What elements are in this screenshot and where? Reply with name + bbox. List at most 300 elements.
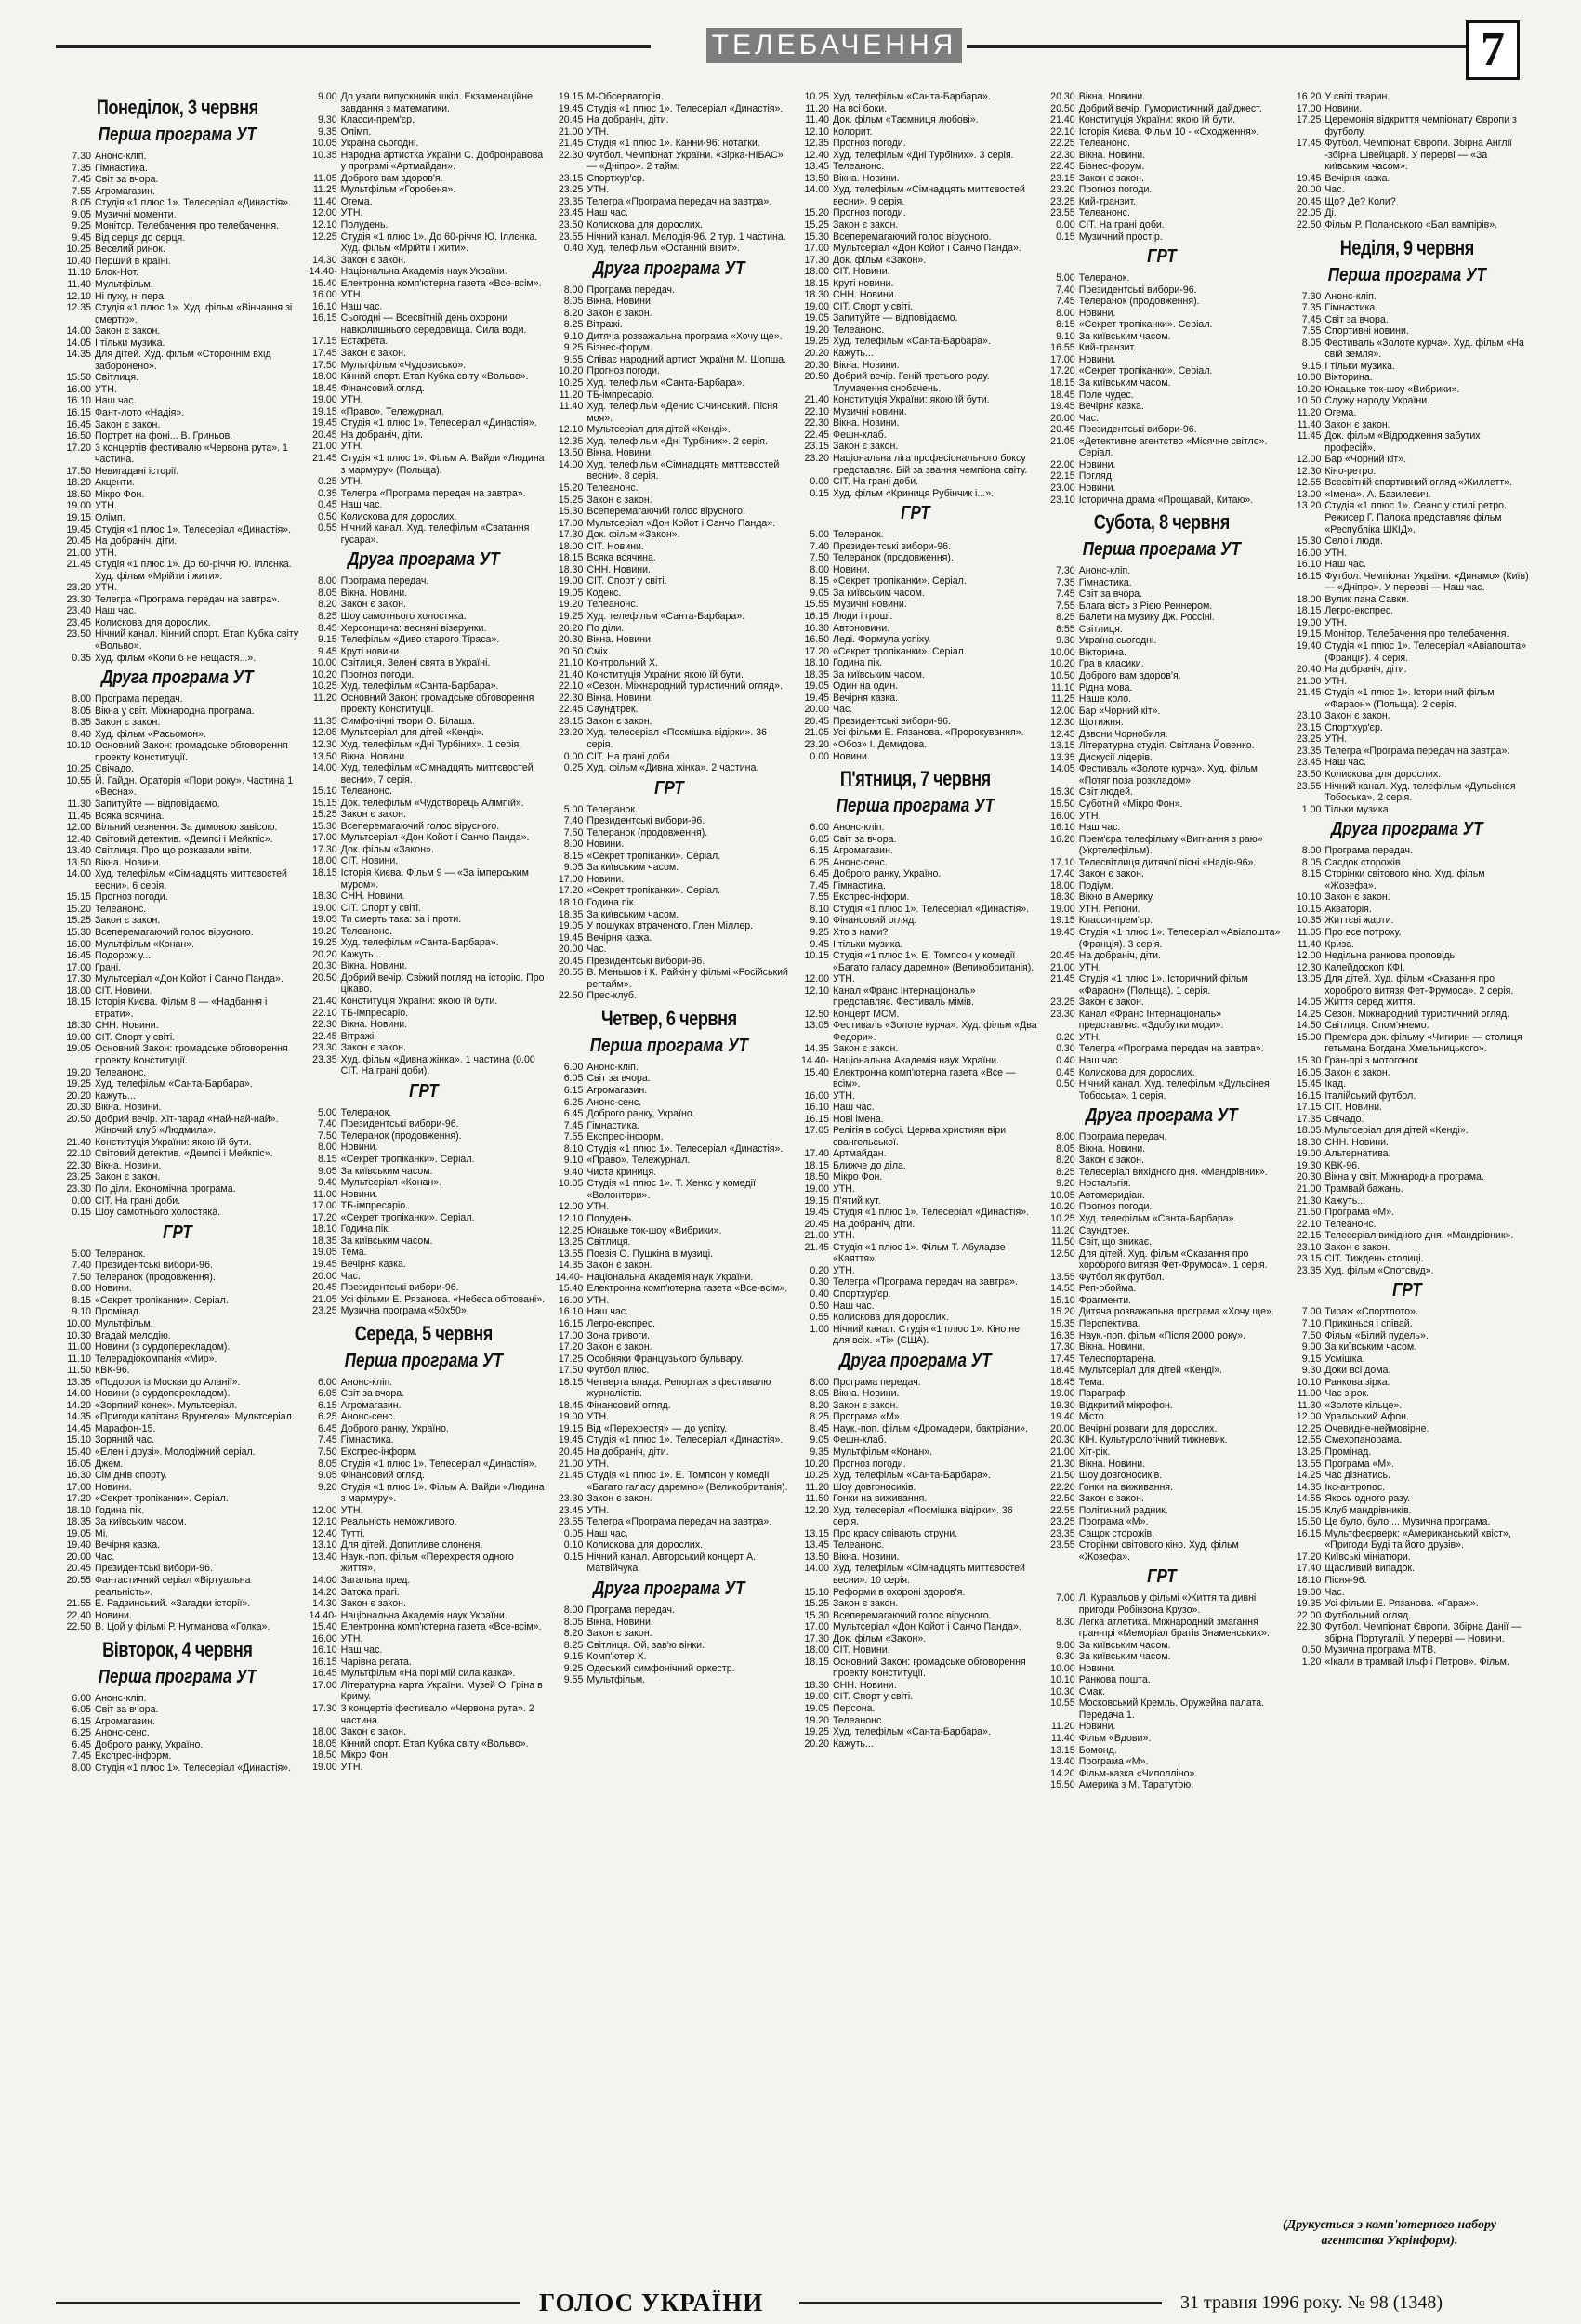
entry-title: Київські мініатюри. (1324, 1551, 1411, 1563)
entry-time: 20.00 (1296, 184, 1322, 196)
schedule-entry (794, 891, 1037, 904)
entry-time: 15.30 (1296, 1055, 1322, 1067)
entry-time: 22.50 (1296, 219, 1322, 231)
entry-time: 9.05 (810, 587, 830, 599)
entry-time: 6.05 (318, 1388, 337, 1400)
entry-time: 20.30 (1296, 1171, 1322, 1183)
entry-title: Закон є закон. (1324, 1241, 1390, 1253)
schedule-entry (302, 1703, 546, 1726)
entry-time: 17.20 (1296, 1551, 1322, 1563)
entry-title: Година пік. (95, 1504, 145, 1516)
schedule-entry (56, 1411, 299, 1423)
entry-time: 18.15 (66, 997, 91, 1009)
entry-title: На добраніч, діти. (95, 535, 178, 548)
schedule-entry (547, 990, 791, 1002)
entry-time: 0.55 (318, 522, 337, 535)
schedule-entry (56, 1248, 299, 1261)
entry-title: Сезон. Міжнародний туристичний огляд. (1324, 1008, 1510, 1020)
schedule-entry (794, 985, 1037, 1009)
schedule-entry (1040, 319, 1284, 331)
schedule-entry (1285, 710, 1529, 722)
schedule-entry (56, 1272, 299, 1284)
entry-time: 19.15 (804, 1195, 830, 1207)
entry-time: 15.30 (66, 927, 91, 938)
entry-title: Мультфільм «Конан». (95, 938, 195, 950)
schedule-entry (794, 1598, 1037, 1610)
schedule-entry (302, 114, 546, 126)
schedule-entry (794, 1715, 1037, 1727)
entry-time: 7.00 (1301, 1306, 1322, 1318)
schedule-entry (302, 762, 546, 786)
schedule-entry (794, 1400, 1037, 1412)
entry-title: Худ. телефільм «Санта-Барбара». (1078, 1213, 1237, 1225)
schedule-entry (547, 1400, 791, 1412)
schedule-entry (794, 1470, 1037, 1482)
entry-title: Конституція України: якою їй бути. (1078, 114, 1236, 126)
entry-time: 9.35 (318, 125, 337, 138)
entry-title: Акваторія. (1324, 903, 1372, 915)
schedule-entry (302, 914, 546, 926)
entry-time: 9.15 (318, 634, 337, 646)
schedule-entry (547, 716, 791, 728)
entry-title: На добраніч, діти. (586, 114, 669, 126)
entry-title: Закон є закон. (833, 441, 899, 453)
schedule-entry (56, 1032, 299, 1044)
entry-title: Марафон-15. (95, 1422, 156, 1434)
entry-title: Московський Кремль. Оружейна палата. Передача 1. (1078, 1697, 1265, 1721)
schedule-entry (1285, 1528, 1529, 1552)
entry-title: Програма «М». (1078, 1756, 1149, 1768)
entry-time: 16.00 (1050, 810, 1075, 822)
schedule-entry (1285, 571, 1529, 594)
footer-rule-left (56, 2302, 520, 2304)
entry-time: 10.25 (804, 91, 830, 102)
entry-time: 11.40 (67, 279, 91, 291)
entry-title: Перспектива. (1078, 1317, 1140, 1329)
entry-title: Уральський Афон. (1324, 1411, 1409, 1423)
entry-title: «Обоз» І. Демидова. (833, 738, 928, 750)
schedule-entry (302, 1575, 546, 1587)
entry-title: Всеперемагаючий голос вірусного. (833, 1609, 992, 1621)
entry-title: Спортивні новини. (1324, 325, 1409, 337)
schedule-entry (56, 1763, 299, 1775)
entry-time: 14.20 (1050, 1767, 1075, 1779)
entry-title: Наш час. (1324, 757, 1366, 769)
schedule-entry (302, 809, 546, 821)
entry-time: 0.35 (72, 652, 91, 664)
entry-title: «Секрет тропіканки». Серіал. (95, 1294, 229, 1306)
schedule-entry (56, 395, 299, 407)
entry-title: УТН. (340, 1632, 363, 1644)
entry-title: СІТ. Новини. (340, 855, 399, 867)
entry-title: Телеспортарена. (1078, 1353, 1156, 1365)
schedule-entry (1285, 1009, 1529, 1021)
entry-title: ТБ-імпресаріо. (586, 389, 654, 401)
entry-title: Телеанонс. (95, 1066, 147, 1078)
entry-time: 22.55 (1050, 1504, 1075, 1516)
schedule-entry (56, 291, 299, 303)
schedule-entry (56, 845, 299, 857)
schedule-entry (1040, 207, 1284, 219)
entry-time: 12.35 (804, 138, 830, 150)
schedule-entry (1040, 950, 1284, 962)
entry-title: Новини. (833, 563, 870, 575)
schedule-entry (547, 1446, 791, 1459)
entry-title: Кажуть... (340, 948, 382, 960)
schedule-entry (302, 657, 546, 669)
entry-time: 23.15 (1296, 1253, 1322, 1265)
entry-time: 10.20 (558, 365, 584, 377)
entry-title: СІТ. Новини. (833, 266, 890, 278)
entry-title: Для дітей. Допитливе слоненя. (340, 1539, 483, 1552)
entry-time: 0.45 (1056, 1066, 1075, 1078)
entry-time: 15.10 (312, 786, 337, 798)
entry-time: 13.50 (312, 750, 337, 762)
schedule-entry (56, 1750, 299, 1763)
schedule-entry (302, 1294, 546, 1306)
entry-title: Наук.-поп. фільм «Дромадери, бактріани». (833, 1422, 1028, 1434)
schedule-entry (1040, 1663, 1284, 1675)
entry-time: 12.10 (66, 290, 91, 302)
entry-title: СІТ. Тиждень столиці. (1324, 1253, 1424, 1265)
entry-time: 23.20 (1050, 184, 1075, 196)
entry-title: За київським часом. (340, 1235, 433, 1247)
entry-time: 9.30 (1056, 635, 1075, 647)
entry-time: 17.30 (804, 1632, 830, 1644)
entry-time: 6.15 (72, 1715, 91, 1727)
entry-time: 8.05 (72, 197, 91, 209)
entry-time: 21.45 (1296, 687, 1322, 699)
schedule-entry (794, 1288, 1037, 1301)
schedule-entry (1285, 904, 1529, 916)
schedule-entry (1285, 372, 1529, 384)
entry-time: 11.10 (67, 1353, 91, 1365)
entry-time: 14.05 (1296, 997, 1322, 1009)
entry-time: 8.55 (1056, 623, 1075, 635)
schedule-entry (302, 611, 546, 623)
entry-title: Агромагазин. (95, 1715, 155, 1727)
entry-time: 15.25 (558, 494, 584, 506)
entry-title: Світ за вчора. (586, 1073, 651, 1085)
channel-heading: Перша програма УТ (98, 125, 257, 145)
entry-time: 6.45 (563, 1108, 584, 1120)
schedule-entry (794, 1020, 1037, 1043)
schedule-entry (56, 232, 299, 244)
entry-time: 15.30 (804, 1609, 830, 1621)
entry-title: По діли. (586, 622, 625, 634)
schedule-entry (794, 1633, 1037, 1645)
entry-title: Наш час. (586, 1527, 628, 1539)
channel-heading: Перша програма УТ (836, 796, 995, 817)
entry-time: 19.05 (804, 1703, 830, 1714)
schedule-entry (547, 552, 791, 564)
schedule-entry (302, 184, 546, 196)
entry-title: Сторінки світового кіно. Худ. фільм «Жозефа». (1078, 1539, 1239, 1563)
entry-time: 20.45 (66, 535, 91, 548)
schedule-entry (302, 1200, 546, 1212)
entry-title: СНН. Новини. (586, 563, 651, 575)
entry-title: УТН. (1078, 810, 1101, 822)
entry-title: Студія «1 плюс 1». Телесеріал «Династія». (340, 417, 537, 429)
entry-title: Закон є закон. (95, 717, 161, 729)
entry-title: Закон є закон. (95, 915, 161, 927)
schedule-entry (547, 727, 791, 750)
entry-title: Телеанонс. (95, 903, 147, 915)
entry-title: Новини. (586, 873, 625, 885)
schedule-entry (1040, 1745, 1284, 1757)
entry-time: 17.45 (1296, 138, 1322, 150)
entry-title: УТН. (340, 207, 363, 219)
schedule-entry (547, 308, 791, 320)
entry-time: 8.10 (563, 1142, 584, 1155)
entry-title: Вечірня казка. (586, 931, 652, 944)
entry-time: 7.50 (1301, 1329, 1322, 1341)
entry-time: 18.15 (804, 277, 830, 289)
entry-title: Основний Закон: громадське обговорення проекту Конституції. (95, 740, 288, 763)
entry-time: 6.45 (72, 1738, 91, 1750)
entry-title: Чиста криниця. (586, 1166, 657, 1178)
entry-title: УТН. (586, 1201, 610, 1213)
entry-time: 7.35 (1056, 576, 1075, 588)
entry-title: Смехопанорама. (1324, 1434, 1403, 1446)
entry-title: Студія «1 плюс 1». Фільм А. Вайди «Людина з мармуру». (340, 1481, 545, 1505)
entry-time: 18.15 (1050, 377, 1075, 390)
schedule-entry (302, 499, 546, 511)
entry-time: 13.05 (1296, 973, 1322, 985)
entry-title: Худ. телефільм «Дні Турбіних». 3 серія. (833, 149, 1014, 161)
schedule-entry (56, 1388, 299, 1400)
entry-title: «Секрет тропіканки». Серіал. (833, 645, 967, 657)
entry-time: 13.15 (1050, 740, 1075, 752)
entry-time: 9.55 (563, 353, 584, 365)
entry-title: Світ за вчора. (340, 1388, 405, 1400)
schedule-entry (302, 1271, 546, 1283)
schedule-entry (1040, 1143, 1284, 1155)
schedule-entry (302, 926, 546, 938)
schedule-entry (794, 939, 1037, 951)
schedule-entry (547, 815, 791, 827)
entry-time: 16.10 (558, 1306, 584, 1318)
entry-title: Кодекс. (586, 587, 622, 599)
entry-title: Телеранок (продовження). (340, 1129, 462, 1142)
entry-title: Й. Гайдн. Ораторія «Пори року». Частина 1 «Весна». (95, 774, 294, 799)
schedule-entry (1040, 1528, 1284, 1540)
schedule-entry (1285, 1137, 1529, 1149)
entry-time: 23.10 (1296, 710, 1322, 722)
entry-title: Вечірня казка. (1324, 172, 1390, 184)
entry-time: 15.20 (558, 482, 584, 494)
entry-title: Прем'єра док. фільму «Чигирин — столиця гетьмана Богдана Хмельницького». (1324, 1031, 1522, 1055)
schedule-entry (547, 693, 791, 705)
schedule-entry (302, 138, 546, 150)
entry-time: 12.20 (804, 1504, 830, 1516)
entry-title: Історія Києва. Фільм 8 — «Надбання і втрати». (95, 997, 268, 1020)
schedule-entry (1285, 1230, 1529, 1242)
entry-title: Худ. телефільм «Сімнадцять миттєвостей весни». 7 серія. (340, 762, 534, 786)
entry-time: 10.50 (1050, 669, 1075, 681)
entry-title: Світ за вчора. (95, 174, 159, 186)
entry-title: Фільм «Вдови». (1078, 1733, 1152, 1744)
schedule-entry (56, 985, 299, 997)
entry-title: Телеанонс. (833, 1714, 885, 1726)
entry-title: Бар «Чорний кіт». (1324, 454, 1407, 466)
entry-title: За київським часом. (95, 1516, 187, 1528)
entry-time: 13.25 (1296, 1446, 1322, 1458)
entry-title: «Секрет тропіканки». Серіал. (1078, 319, 1213, 331)
entry-time: 19.00 (1050, 903, 1075, 915)
entry-title: Кажуть... (1324, 1195, 1366, 1207)
entry-time: 10.05 (312, 138, 337, 150)
entry-time: 18.45 (558, 1399, 584, 1411)
entry-title: Колискова для дорослих. (1324, 768, 1442, 780)
schedule-entry (302, 1247, 546, 1259)
entry-title: За київським часом. (833, 668, 925, 680)
entry-title: Всеперемагаючий голос вірусного. (340, 820, 500, 832)
entry-time: 0.15 (563, 1551, 584, 1563)
schedule-entry (56, 1207, 299, 1219)
entry-time: 9.00 (1301, 1341, 1322, 1353)
entry-title: Година пік. (833, 657, 883, 669)
schedule-entry (547, 1097, 791, 1109)
entry-time: 6.15 (563, 1085, 584, 1097)
entry-time: 0.15 (1056, 231, 1075, 243)
schedule-entry (794, 1148, 1037, 1160)
entry-title: Один на один. (833, 680, 899, 693)
entry-title: Фестиваль «Золоте курча». Худ. фільм «Потяг поза розкладом». (1078, 763, 1258, 786)
entry-title: Прикинься і співай. (1324, 1317, 1413, 1329)
schedule-entry (56, 489, 299, 501)
entry-title: Фешн-клаб. (833, 1434, 887, 1446)
schedule-entry (1040, 786, 1284, 799)
entry-time: 20.55 (558, 967, 584, 979)
entry-time: 6.25 (318, 1411, 337, 1423)
issue-date: 31 травня 1996 року. № 98 (1348) (1180, 2292, 1443, 2313)
entry-time: 5.00 (318, 1106, 337, 1118)
schedule-entry (547, 1225, 791, 1237)
entry-title: Мультсеріал для дітей «Кенді». (340, 727, 484, 739)
schedule-entry (1040, 354, 1284, 366)
entry-time: 20.45 (1050, 950, 1075, 962)
tv-schedule-columns (56, 91, 1529, 2280)
entry-time: 21.00 (1296, 675, 1322, 687)
schedule-entry (547, 342, 791, 354)
entry-title: Бомонд. (1078, 1744, 1117, 1756)
entry-time: 17.00 (66, 1481, 91, 1493)
entry-time: 23.20 (804, 452, 830, 464)
entry-title: Експрес-інформ. (586, 1131, 664, 1143)
entry-time: 17.00 (1296, 102, 1322, 114)
entry-time: 18.00 (1050, 879, 1075, 891)
entry-title: Прес-клуб. (586, 990, 637, 1002)
schedule-entry (56, 653, 299, 665)
entry-title: Вікна. Новини. (1078, 1458, 1146, 1470)
entry-time: 11.40 (1297, 418, 1322, 430)
entry-time: 16.10 (1050, 822, 1075, 834)
schedule-entry (56, 1727, 299, 1739)
schedule-entry (56, 1539, 299, 1552)
entry-title: Музична програма МТВ. (1324, 1644, 1437, 1657)
entry-time: 0.50 (1301, 1644, 1322, 1657)
schedule-entry (1285, 1032, 1529, 1055)
entry-title: Прогноз погоди. (833, 207, 906, 219)
entry-time: 18.50 (66, 488, 91, 500)
entry-time: 23.55 (558, 1516, 584, 1528)
schedule-entry (302, 798, 546, 810)
entry-time: 14.40-15.40 (309, 266, 337, 289)
channel-heading: Перша програма УТ (344, 1350, 503, 1371)
entry-time: 13.50 (558, 447, 584, 459)
schedule-entry (547, 365, 791, 377)
entry-time: 17.30 (312, 843, 337, 855)
schedule-entry (1040, 1459, 1284, 1471)
entry-time: 20.45 (312, 429, 337, 441)
schedule-entry (1040, 647, 1284, 659)
schedule-entry (302, 441, 546, 453)
entry-title: По діли. Економічна програма. (95, 1183, 236, 1195)
entry-time: 23.55 (1050, 1539, 1075, 1552)
entry-title: Фінансовий огляд. (586, 1399, 671, 1411)
schedule-entry (794, 680, 1037, 693)
entry-time: 7.55 (1056, 600, 1075, 612)
entry-title: Акценти. (95, 477, 136, 489)
schedule-entry (302, 312, 546, 336)
entry-title: Монітор. Телебачення про телебачення. (1324, 628, 1509, 640)
schedule-entry (56, 1704, 299, 1716)
schedule-entry (1040, 1306, 1284, 1318)
entry-title: СІТ. Спорт у світі. (95, 1031, 176, 1043)
schedule-entry (1040, 1400, 1284, 1412)
schedule-entry (1285, 407, 1529, 419)
entry-title: Худ. телефільм «Санта-Барбара». (340, 680, 499, 693)
entry-time: 23.25 (66, 1171, 91, 1183)
entry-title: Мі. (95, 1527, 109, 1539)
schedule-entry (1040, 635, 1284, 647)
entry-title: Концерт МСМ. (833, 1008, 900, 1020)
schedule-entry (547, 390, 791, 402)
schedule-entry (794, 927, 1037, 939)
schedule-entry (56, 1137, 299, 1149)
entry-title: Новини. (1078, 1721, 1116, 1733)
schedule-entry (56, 1598, 299, 1610)
entry-title: Вікна. Новини. (833, 172, 900, 184)
entry-time: 17.30 (558, 529, 584, 541)
entry-title: Програма передач. (95, 693, 183, 706)
entry-title: Світлиця. Зелені свята в Україні. (340, 657, 491, 669)
channel-heading: ГРТ (654, 777, 684, 799)
schedule-entry (794, 488, 1037, 500)
schedule-entry (56, 1563, 299, 1575)
schedule-entry (302, 1482, 546, 1505)
schedule-entry (1285, 1020, 1529, 1032)
entry-title: Мультсеріал «Дон Койот і Санчо Панда». (95, 973, 283, 985)
schedule-entry (56, 325, 299, 337)
entry-time: 9.55 (563, 1674, 584, 1686)
schedule-entry (1285, 535, 1529, 548)
entry-time: 10.35 (1296, 915, 1322, 927)
entry-title: Село і люди. (1324, 535, 1383, 548)
entry-title: Естафета. (340, 336, 389, 348)
entry-title: Програма передач. (1324, 845, 1414, 857)
schedule-entry (56, 997, 299, 1020)
entry-title: Наше коло. (1078, 693, 1132, 706)
entry-title: «Подорож із Москви до Аланії». (95, 1376, 241, 1388)
schedule-entry (794, 693, 1037, 705)
entry-title: Легро-експрес. (586, 1317, 656, 1329)
entry-title: «Секрет тропіканки». Серіал. (833, 575, 967, 588)
entry-time: 21.40 (558, 668, 584, 680)
entry-time: 12.00 (1296, 454, 1322, 466)
schedule-entry (794, 1377, 1037, 1389)
